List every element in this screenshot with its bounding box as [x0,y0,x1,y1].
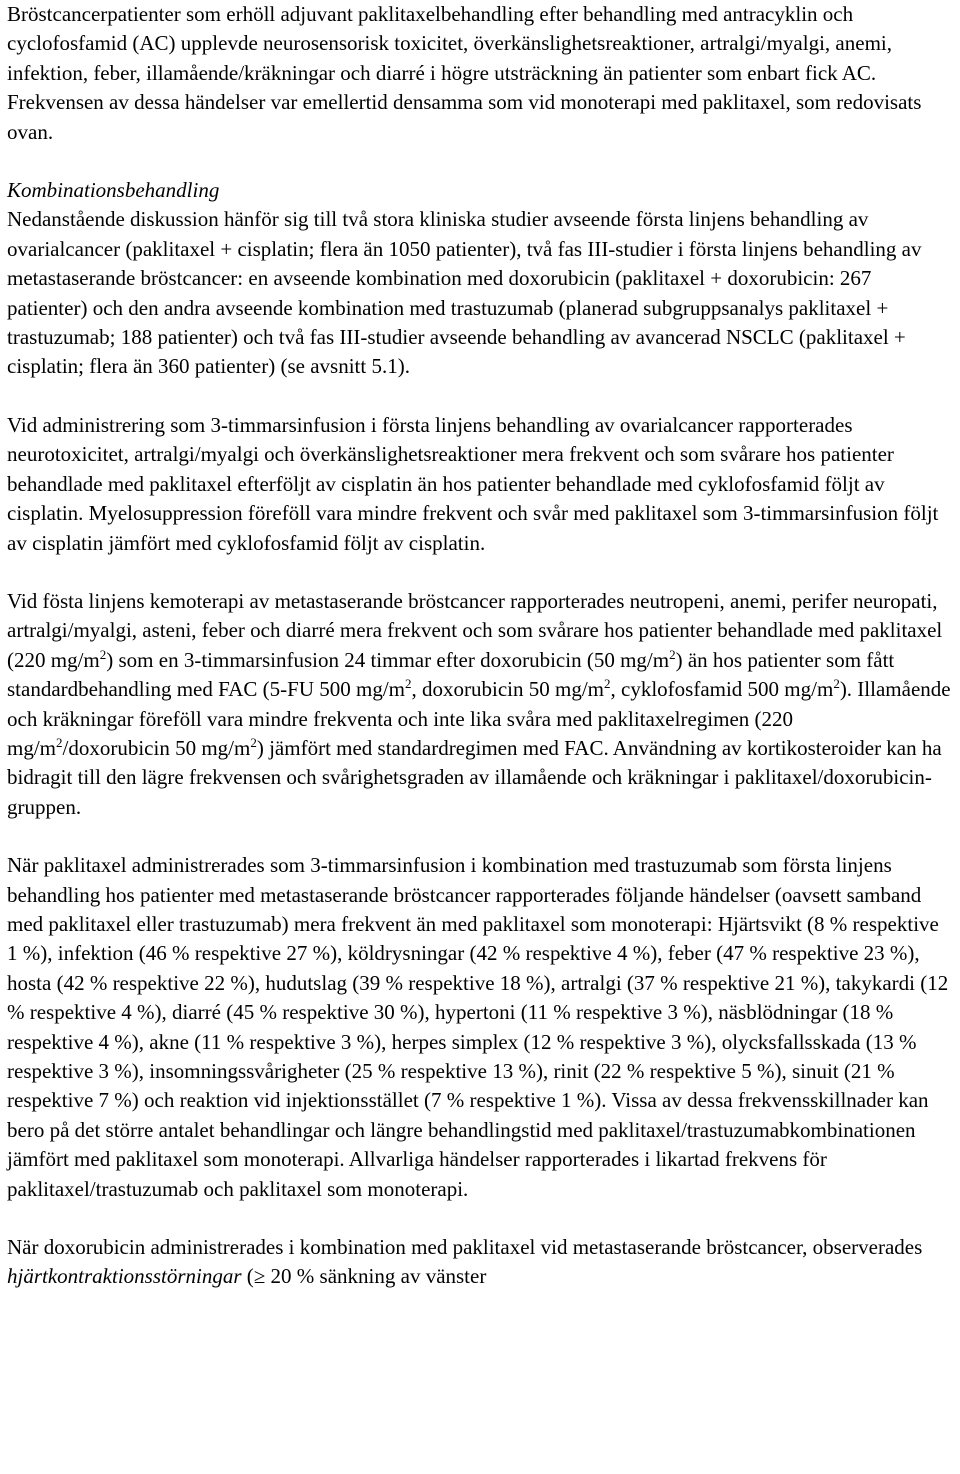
section-heading: Kombinationsbehandling [7,178,220,203]
paragraph-breast-doxorubicin: Vid fösta linjens kemoterapi av metastaserande bröstcancer rapporterades neutropeni, anemi, perifer neuropati, artralgi/myalgi, asteni, feber och diarré mera frekvent och som svårare hos patienter behandlade med paklitaxel (220 $mg/m^2$) som en 3-timmarsinfusion 24 timmar efter doxorubicin (50 $mg/m^2$) än hos patienter som fått standardbehandling med FAC (5-FU 500 $mg/m^2$, doxorubicin 50 $mg/m^2$, cyklofosfamid 500 $mg/m^2$). Illamående och kräkningar föreföll vara mindre frekventa och inte lika svåra med paklitaxelregimen (220 $mg/m^2$/doxorubicin 50 $mg/m^2$) jämfört med standardregimen med FAC. Användning av kortikosteroider kan ha bidragit till den lägre frekvensen och svårighetsgraden av illamående och kräkningar i paklitaxel/doxorubicin-gruppen. [7,588,951,819]
paragraph-adjuvant: Bröstcancerpatienter som erhöll adjuvant paklitaxelbehandling efter behandling med antracyklin och cyclofosfamid (AC) upplevde neurosensorisk toxicitet, överkänslighetsreaktioner, artralgi/myalgi, anemi, infektion, feber, illamående/kräkningar och diarré i högre utsträckning än patienter som enbart fick AC. Frekvensen av dessa händelser var emellertid densamma som vid monoterapi med paklitaxel, som redovisats ovan. [7,2,922,144]
paragraph-trastuzumab: När paklitaxel administrerades som 3-timmarsinfusion i kombination med trastuzumab som första linjens behandling hos patienter med metastaserande bröstcancer rapporterades följande händelser (oavsett samband med paklitaxel eller trastuzumab) mera frekvent än med paklitaxel som monoterapi: Hjärtsvikt (8 % respektive 1 %), infektion (46 % respektive 27 %), köldrysningar (42 % respektive 4 %), feber (47 % respektive 23 %), hosta (42 % respektive 22 %), hudutslag (39 % respektive 18 %), artralgi (37 % respektive 21 %), takykardi (12 % respektive 4 %), diarré (45 % respektive 30 %), hypertoni (11 % respektive 3 %), näsblödningar (18 % respektive 4 %), akne (11 % respektive 3 %), herpes simplex (12 % respektive 3 %), olycksfallsskada (13 % respektive 3 %), insomningssvårigheter (25 % respektive 13 %), rinit (22 % respektive 5 %), sinuit (21 % respektive 7 %) och reaktion vid injektionsstället (7 % respektive 1 %). Vissa av dessa frekvensskillnader kan bero på det större antalet behandlingar och längre behandlingstid med paklitaxel/trastuzumabkombinationen jämfört med paklitaxel som monoterapi. Allvarliga händelser rapporterades i likartad frekvens för paklitaxel/trastuzumab och paklitaxel som monoterapi. [7,853,949,1201]
paragraph-ovarian: Vid administrering som 3-timmarsinfusion i första linjens behandling av ovarialcancer rapporterades neurotoxicitet, artralgi/myalgi och överkänslighetsreaktioner mera frekvent och som svårare hos patienter behandlade med paklitaxel efterföljt av cisplatin än hos patienter behandlade med cyklofosfamid följt av cisplatin. Myelosuppression föreföll vara mindre frekvent och svår med paklitaxel som 3-timmarsinfusion följt av cisplatin jämfört med cyklofosfamid följt av cisplatin. [7,412,939,555]
paragraph-combination-intro: Nedanstående diskussion hänför sig till två stora kliniska studier avseende första linjens behandling av ovarialcancer (paklitaxel + cisplatin; flera än 1050 patienter), två fas III-studier i första linjens behandling av metastaserande bröstcancer: en avseende kombination med doxorubicin (paklitaxel + doxorubicin: 267 patienter) och den andra avseende kombination med trastuzumab (planerad subgruppsanalys paklitaxel + trastuzumab; 188 patienter) och två fas III-studier avseende behandling av avancerad NSCLC (paklitaxel + cisplatin; flera än 360 patienter) (se avsnitt 5.1). [7,207,922,379]
paragraph-doxorubicin-cardiac: När doxorubicin administrerades i kombination med paklitaxel vid metastaserande bröstcancer, observerades hjärtkontraktionsstörningar (≥ 20 % sänkning av vänster [7,1235,923,1289]
